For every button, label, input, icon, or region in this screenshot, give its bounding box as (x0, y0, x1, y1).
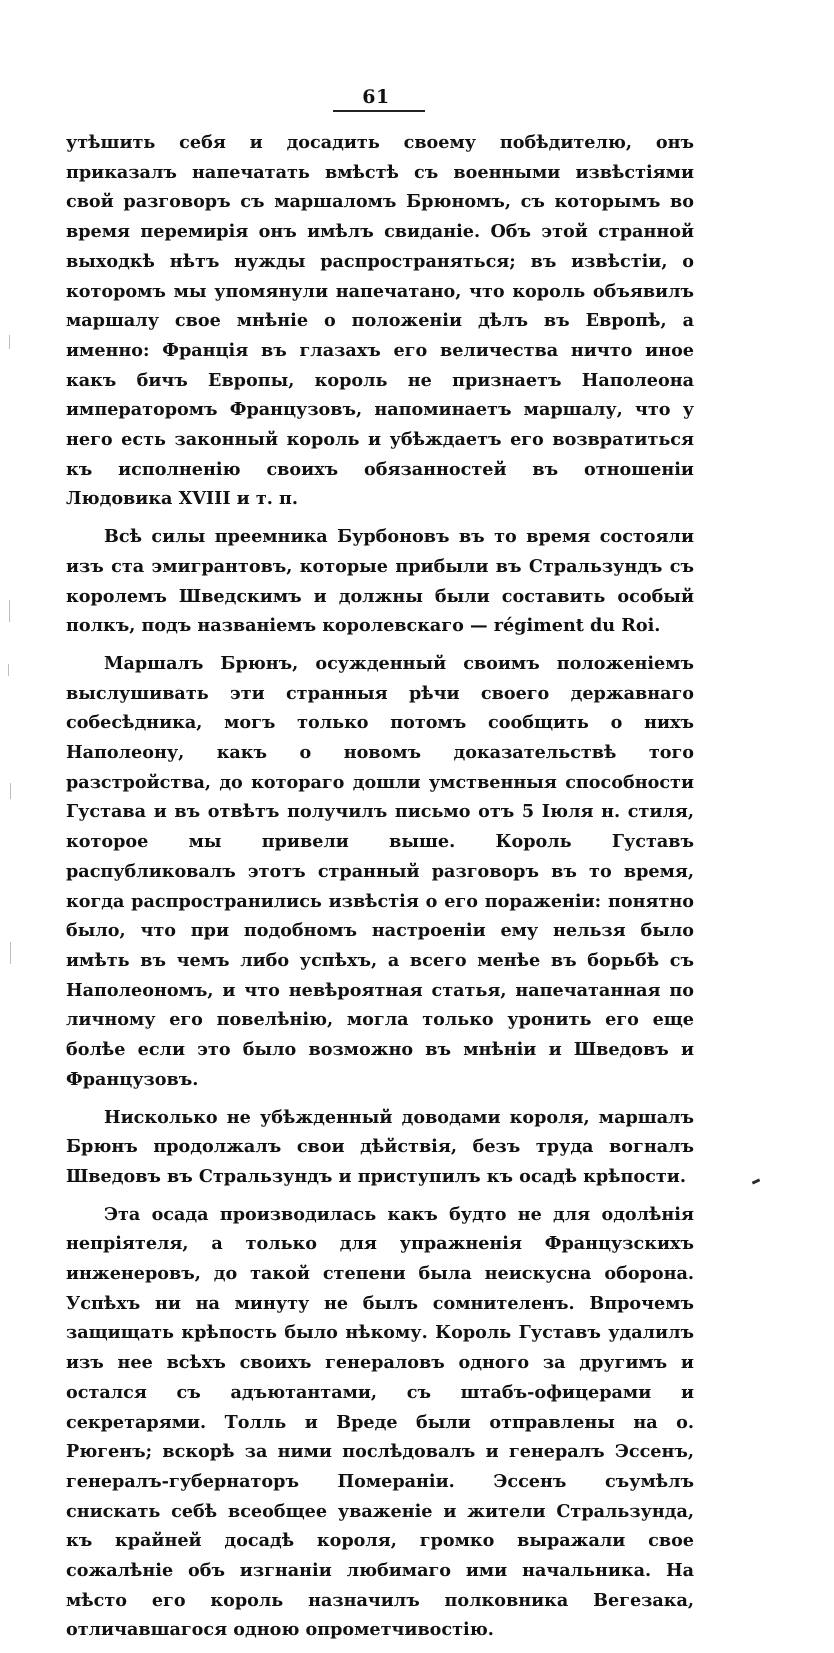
scan-margin-mark (8, 664, 9, 676)
ink-speck (752, 1178, 761, 1184)
scan-margin-mark (10, 942, 11, 964)
paragraph-continuation: утѣшить себя и досадить своему побѣдителю, онъ приказалъ напечатать вмѣстѣ съ военными извѣстіями свой разговоръ съ маршаломъ Брюномъ, съ которымъ во время перемирія онъ имѣлъ свиданіе. Объ этой странной выходкѣ нѣтъ нужды распространяться; въ извѣстіи, о которомъ мы упомянули напечатано, что король объявилъ маршалу свое мнѣніе о положеніи дѣлъ въ Европѣ, а именно: Францiя въ глазахъ его величества ничто иное какъ бичъ Европы, король не признаетъ Наполеона императоромъ Французовъ, напоминаетъ маршалу, что у него есть законный король и убѣждаетъ его возвратиться къ исполненію своихъ обязанностей въ отношеніи Людовика XVIII и т. п. (66, 132, 694, 510)
scan-margin-mark (10, 783, 11, 799)
paragraph-marshal-brune: Маршалъ Брюнъ, осужденный своимъ положеніемъ выслушивать эти странныя рѣчи своего державнаго собесѣдника, могъ только потомъ сообщить о нихъ Наполеону, какъ о новомъ доказательствѣ того разстройства, до котораго дошли умственныя способности Густава и въ отвѣтъ получилъ письмо отъ 5 Іюля н. стиля, которое мы привели выше. Король Густавъ распубликовалъ этотъ странный разговоръ въ то время, когда распространились извѣстія о его пораженіи: понятно было, что при подобномъ настроеніи ему нельзя было имѣть въ чемъ либо успѣхъ, а всего менѣе въ борьбѣ съ Наполеономъ, и что невѣроятная статья, напечатанная по личному его повелѣнію, могла только уронить его еще болѣе если это было возможно въ мнѣніи и Шведовъ и Французовъ. (66, 652, 694, 1090)
page-number-rule (333, 110, 425, 112)
page-number: 61 (362, 86, 390, 108)
scan-margin-mark (9, 335, 10, 349)
scan-margin-mark (9, 600, 10, 622)
paragraph-siege-defense: Эта осада производилась какъ будто не для одолѣнія непріятеля, а только для упражненія Французскихъ инженеровъ, до такой степени была неискусна оборона. Успѣхъ ни на минуту не былъ сомнителенъ. Впрочемъ защищать крѣпость было нѣкому. Король Густавъ удалилъ изъ нее всѣхъ своихъ генераловъ одного за другимъ и остался съ адъютантами, съ штабъ-офицерами и секретарями. Толль и Вреде были отправлены на о. Рюгенъ; вскорѣ за ними послѣдовалъ и генералъ Эссенъ, генералъ-губернаторъ Помераніи. Эссенъ съумѣлъ снискать себѣ всеобщее уваженіе и жители Стральзунда, къ крайней досадѣ короля, громко выражали свое сожалѣніе объ изгнаніи любимаго ими начальника. На мѣсто его король назначилъ полковника Вегезака, отличавшагося одною опрометчивостію. (66, 1203, 694, 1641)
body-text (66, 128, 694, 1653)
paragraph-siege-begins: Нисколько не убѣжденный доводами короля, маршалъ Брюнъ продолжалъ свои дѣйствія, безъ труда вогналъ Шведовъ въ Стральзундъ и приступилъ къ осадѣ крѣпости. (66, 1106, 694, 1187)
paragraph-emigrants: Всѣ силы преемника Бурбоновъ въ то время состояли изъ ста эмигрантовъ, которые прибыли въ Стральзундъ съ королемъ Шведскимъ и должны были составить особый полкъ, подъ названіемъ королевскаго — régiment du Roi. (66, 526, 694, 637)
